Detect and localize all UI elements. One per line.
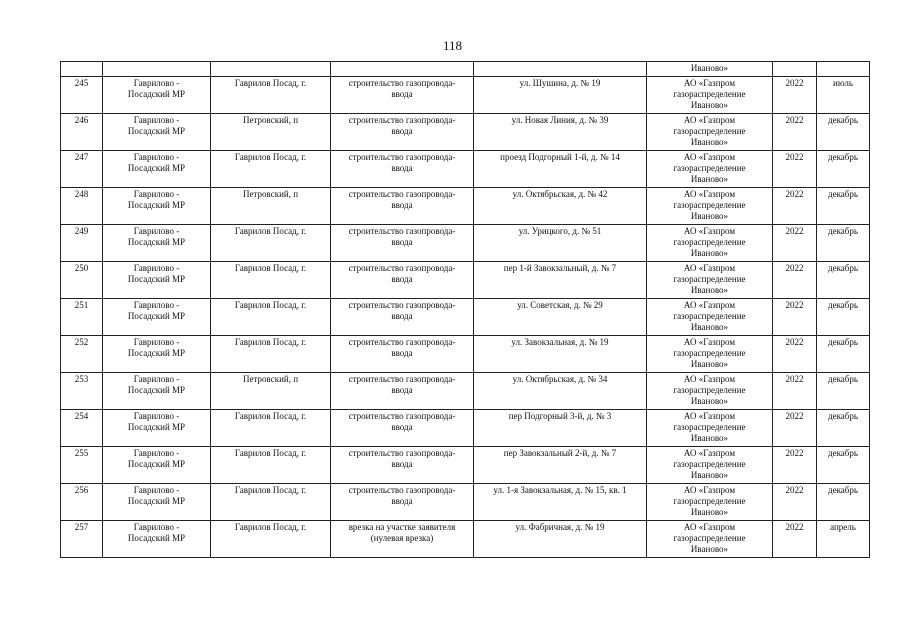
table-row xyxy=(61,299,870,336)
row-number: 250 xyxy=(74,263,89,273)
organization-line-3: Иваново» xyxy=(690,100,729,110)
cell-locality xyxy=(211,225,331,262)
work-type-line-2: ввода xyxy=(391,274,413,284)
work-type-line-2: ввода xyxy=(391,459,413,469)
row-number: 248 xyxy=(74,189,89,199)
organization-line-3: Иваново» xyxy=(690,174,729,184)
row-number: 254 xyxy=(74,411,89,421)
table-row xyxy=(61,114,870,151)
address: проезд Подгорный 1-й, д. № 14 xyxy=(500,152,620,162)
work-type-line-1: строительство газопровода- xyxy=(348,374,456,384)
cell-organization xyxy=(647,114,773,151)
cell-month xyxy=(817,77,870,114)
cell-district xyxy=(103,62,211,77)
cell-year xyxy=(773,188,817,225)
year: 2022 xyxy=(785,337,804,347)
cell-organization xyxy=(647,188,773,225)
organization-line-3: Иваново» xyxy=(690,396,729,406)
cell-locality xyxy=(211,373,331,410)
cell-number xyxy=(61,447,103,484)
locality: Гаврилов Посад, г. xyxy=(234,263,307,273)
organization-line-3: Иваново» xyxy=(690,322,729,332)
cell-year xyxy=(773,373,817,410)
cell-month xyxy=(817,225,870,262)
address: ул. Октябрьская, д. № 34 xyxy=(512,374,608,384)
cell-year xyxy=(773,336,817,373)
cell-locality xyxy=(211,521,331,558)
row-number: 251 xyxy=(74,300,89,310)
work-type-line-1: строительство газопровода- xyxy=(348,226,456,236)
work-type-line-2: ввода xyxy=(391,496,413,506)
year: 2022 xyxy=(785,448,804,458)
cell-work-type xyxy=(331,336,474,373)
row-number: 255 xyxy=(74,448,89,458)
locality: Гаврилов Посад, г. xyxy=(234,78,307,88)
cell-locality xyxy=(211,336,331,373)
row-number: 253 xyxy=(74,374,89,384)
year: 2022 xyxy=(785,411,804,421)
organization-line-1: АО «Газпром xyxy=(683,152,736,162)
cell-address xyxy=(474,336,647,373)
year: 2022 xyxy=(785,374,804,384)
table-row xyxy=(61,373,870,410)
cell-organization xyxy=(647,299,773,336)
work-type-line-1: строительство газопровода- xyxy=(348,263,456,273)
table-row xyxy=(61,188,870,225)
locality: Гаврилов Посад, г. xyxy=(234,226,307,236)
cell-address xyxy=(474,484,647,521)
cell-address xyxy=(474,410,647,447)
table-row xyxy=(61,151,870,188)
month: декабрь xyxy=(828,115,858,125)
cell-number xyxy=(61,225,103,262)
cell-number xyxy=(61,77,103,114)
cell-month xyxy=(817,373,870,410)
district-line-1: Гаврилово - xyxy=(133,337,180,347)
district-line-1: Гаврилово - xyxy=(133,115,180,125)
organization-line-3: Иваново» xyxy=(690,433,729,443)
cell-locality xyxy=(211,447,331,484)
address: ул. Шушина, д. № 19 xyxy=(519,78,601,88)
cell-district xyxy=(103,299,211,336)
district-line-1: Гаврилово - xyxy=(133,411,180,421)
cell-organization xyxy=(647,262,773,299)
district-line-2: Посадский МР xyxy=(127,496,186,506)
district-line-1: Гаврилово - xyxy=(133,448,180,458)
cell-number xyxy=(61,62,103,77)
cell-locality xyxy=(211,151,331,188)
work-type-line-2: ввода xyxy=(391,200,413,210)
cell-work-type xyxy=(331,151,474,188)
row-number: 256 xyxy=(74,485,89,495)
month: декабрь xyxy=(828,337,858,347)
organization-line-2: газораспределение xyxy=(673,126,746,136)
year: 2022 xyxy=(785,152,804,162)
cell-work-type xyxy=(331,188,474,225)
cell-month xyxy=(817,62,870,77)
cell-locality xyxy=(211,410,331,447)
cell-number xyxy=(61,299,103,336)
cell-organization xyxy=(647,225,773,262)
cell-district xyxy=(103,188,211,225)
cell-address xyxy=(474,225,647,262)
address: ул. Новая Линия, д. № 39 xyxy=(511,115,609,125)
locality: Гаврилов Посад, г. xyxy=(234,485,307,495)
district-line-2: Посадский МР xyxy=(127,237,186,247)
cell-work-type xyxy=(331,114,474,151)
district-line-2: Посадский МР xyxy=(127,533,186,543)
row-number: 252 xyxy=(74,337,89,347)
cell-number xyxy=(61,114,103,151)
work-type-line-2: ввода xyxy=(391,237,413,247)
page-number: 118 xyxy=(442,38,463,53)
district-line-1: Гаврилово - xyxy=(133,226,180,236)
work-type-line-1: строительство газопровода- xyxy=(348,337,456,347)
address: пер Завокзальный 2-й, д. № 7 xyxy=(503,448,617,458)
organization-line-1: АО «Газпром xyxy=(683,263,736,273)
cell-address xyxy=(474,151,647,188)
table-row xyxy=(61,410,870,447)
year: 2022 xyxy=(785,78,804,88)
cell-month xyxy=(817,447,870,484)
organization-line-2: газораспределение xyxy=(673,385,746,395)
cell-work-type xyxy=(331,299,474,336)
cell-work-type xyxy=(331,373,474,410)
month: декабрь xyxy=(828,226,858,236)
organization-line-3: Иваново» xyxy=(690,507,729,517)
organization-line-3: Иваново» xyxy=(690,137,729,147)
cell-year xyxy=(773,410,817,447)
organization-line-2: газораспределение xyxy=(673,200,746,210)
work-type-line-2: ввода xyxy=(391,89,413,99)
district-line-1: Гаврилово - xyxy=(133,300,180,310)
cell-year xyxy=(773,484,817,521)
organization-line-3: Иваново» xyxy=(690,470,729,480)
table-row xyxy=(61,447,870,484)
organization-line-3: Иваново» xyxy=(690,211,729,221)
cell-address xyxy=(474,77,647,114)
cell-locality xyxy=(211,114,331,151)
month: декабрь xyxy=(828,411,858,421)
organization-line-1: АО «Газпром xyxy=(683,115,736,125)
cell-month xyxy=(817,151,870,188)
cell-year xyxy=(773,114,817,151)
organization-line-1: АО «Газпром xyxy=(683,226,736,236)
month: декабрь xyxy=(828,189,858,199)
row-number: 245 xyxy=(74,78,89,88)
cell-district xyxy=(103,410,211,447)
month: июль xyxy=(833,78,853,88)
district-line-1: Гаврилово - xyxy=(133,189,180,199)
cell-district xyxy=(103,336,211,373)
cell-year xyxy=(773,225,817,262)
cell-district xyxy=(103,225,211,262)
district-line-2: Посадский МР xyxy=(127,311,186,321)
organization-line-1: АО «Газпром xyxy=(683,448,736,458)
cell-organization: Иваново» xyxy=(647,62,773,77)
cell-month xyxy=(817,410,870,447)
cell-work-type xyxy=(331,77,474,114)
district-line-2: Посадский МР xyxy=(127,200,186,210)
cell-number xyxy=(61,188,103,225)
district-line-2: Посадский МР xyxy=(127,385,186,395)
cell-number xyxy=(61,410,103,447)
organization-line-1: АО «Газпром xyxy=(683,78,736,88)
cell-locality xyxy=(211,77,331,114)
organization-line-2: газораспределение xyxy=(673,422,746,432)
cell-district xyxy=(103,447,211,484)
cell-organization xyxy=(647,373,773,410)
locality: Гаврилов Посад, г. xyxy=(234,152,307,162)
locality: Гаврилов Посад, г. xyxy=(234,411,307,421)
organization-line-2: газораспределение xyxy=(673,496,746,506)
district-line-2: Посадский МР xyxy=(127,459,186,469)
address: ул. Октябрьская, д. № 42 xyxy=(512,189,608,199)
organization-line-2: газораспределение xyxy=(673,163,746,173)
cell-work-type xyxy=(331,484,474,521)
district-line-2: Посадский МР xyxy=(127,348,186,358)
district-line-1: Гаврилово - xyxy=(133,374,180,384)
locality: Петровский, п xyxy=(242,115,299,125)
row-number: 249 xyxy=(74,226,89,236)
cell-organization xyxy=(647,521,773,558)
cell-number xyxy=(61,484,103,521)
cell-year xyxy=(773,77,817,114)
cell-month xyxy=(817,521,870,558)
organization-line-2: газораспределение xyxy=(673,274,746,284)
organization-line-1: АО «Газпром xyxy=(683,522,736,532)
cell-number xyxy=(61,373,103,410)
cell-organization xyxy=(647,484,773,521)
year: 2022 xyxy=(785,189,804,199)
address: ул. Урицкого, д. № 51 xyxy=(518,226,602,236)
cell-address xyxy=(474,373,647,410)
organization-line-1: АО «Газпром xyxy=(683,374,736,384)
cell-locality xyxy=(211,188,331,225)
cell-district xyxy=(103,373,211,410)
work-type-line-1: строительство газопровода- xyxy=(348,189,456,199)
locality: Петровский, п xyxy=(242,189,299,199)
cell-address xyxy=(474,188,647,225)
organization-line-1: АО «Газпром xyxy=(683,485,736,495)
cell-district xyxy=(103,114,211,151)
district-line-2: Посадский МР xyxy=(127,89,186,99)
work-type-line-1: строительство газопровода- xyxy=(348,78,456,88)
work-type-line-2: ввода xyxy=(391,126,413,136)
cell-locality xyxy=(211,262,331,299)
cell-address xyxy=(474,447,647,484)
work-type-line-1: строительство газопровода- xyxy=(348,448,456,458)
organization-line-1: АО «Газпром xyxy=(683,411,736,421)
district-line-2: Посадский МР xyxy=(127,422,186,432)
address: ул. Завокзальная, д. № 19 xyxy=(511,337,609,347)
cell-organization xyxy=(647,151,773,188)
cell-year xyxy=(773,299,817,336)
cell-month xyxy=(817,114,870,151)
continuation-row xyxy=(61,62,870,77)
row-number: 257 xyxy=(74,522,89,532)
table-row xyxy=(61,336,870,373)
cell-year xyxy=(773,62,817,77)
work-type-line-1: строительство газопровода- xyxy=(348,115,456,125)
cell-year xyxy=(773,262,817,299)
district-line-2: Посадский МР xyxy=(127,163,186,173)
cell-month xyxy=(817,299,870,336)
table-row xyxy=(61,225,870,262)
cell-month xyxy=(817,484,870,521)
cell-address xyxy=(474,299,647,336)
cell-number xyxy=(61,262,103,299)
month: декабрь xyxy=(828,152,858,162)
cell-address xyxy=(474,114,647,151)
month: декабрь xyxy=(828,485,858,495)
locality: Гаврилов Посад, г. xyxy=(234,337,307,347)
month: апрель xyxy=(830,522,856,532)
work-type-line-2: ввода xyxy=(391,385,413,395)
cell-district xyxy=(103,521,211,558)
locality: Гаврилов Посад, г. xyxy=(234,448,307,458)
work-type-line-1: строительство газопровода- xyxy=(348,300,456,310)
cell-district xyxy=(103,151,211,188)
work-type-line-2: ввода xyxy=(391,348,413,358)
work-type-line-2: (нулевая врезка) xyxy=(370,533,434,543)
district-line-2: Посадский МР xyxy=(127,274,186,284)
table-row xyxy=(61,521,870,558)
organization-line-1: АО «Газпром xyxy=(683,300,736,310)
address: ул. Фабричная, д. № 19 xyxy=(515,522,605,532)
table-row xyxy=(61,262,870,299)
organization-line-2: газораспределение xyxy=(673,459,746,469)
district-line-1: Гаврилово - xyxy=(133,485,180,495)
address: ул. 1-я Завокзальная, д. № 15, кв. 1 xyxy=(493,485,627,495)
organization-line-3: Иваново» xyxy=(690,544,729,554)
cell-year xyxy=(773,521,817,558)
cell-locality xyxy=(211,62,331,77)
cell-year xyxy=(773,447,817,484)
gas-connection-table xyxy=(60,61,870,558)
locality: Петровский, п xyxy=(242,374,299,384)
table-row xyxy=(61,77,870,114)
cell-address xyxy=(474,262,647,299)
year: 2022 xyxy=(785,263,804,273)
cell-month xyxy=(817,188,870,225)
organization-line-3: Иваново» xyxy=(690,359,729,369)
organization-line-2: газораспределение xyxy=(673,89,746,99)
work-type-line-1: строительство газопровода- xyxy=(348,485,456,495)
organization-line-2: газораспределение xyxy=(673,348,746,358)
organization-line-2: газораспределение xyxy=(673,311,746,321)
work-type-line-1: врезка на участке заявителя xyxy=(348,522,456,532)
district-line-1: Гаврилово - xyxy=(133,263,180,273)
month: декабрь xyxy=(828,374,858,384)
work-type-line-2: ввода xyxy=(391,163,413,173)
cell-number xyxy=(61,336,103,373)
year: 2022 xyxy=(785,300,804,310)
address: пер 1-й Завокзальный, д. № 7 xyxy=(503,263,617,273)
cell-number xyxy=(61,521,103,558)
row-number: 247 xyxy=(74,152,89,162)
cell-work-type xyxy=(331,225,474,262)
cell-year xyxy=(773,151,817,188)
year: 2022 xyxy=(785,226,804,236)
address: пер Подгорный 3-й, д. № 3 xyxy=(508,411,612,421)
cell-organization xyxy=(647,336,773,373)
cell-address xyxy=(474,62,647,77)
cell-month xyxy=(817,336,870,373)
organization-line-3: Иваново» xyxy=(690,285,729,295)
work-type-line-2: ввода xyxy=(391,422,413,432)
locality: Гаврилов Посад, г. xyxy=(234,300,307,310)
cell-organization xyxy=(647,447,773,484)
row-number: 246 xyxy=(74,115,89,125)
district-line-1: Гаврилово - xyxy=(133,522,180,532)
organization-line-2: газораспределение xyxy=(673,237,746,247)
cell-work-type xyxy=(331,410,474,447)
cell-number xyxy=(61,151,103,188)
cell-work-type xyxy=(331,447,474,484)
district-line-1: Гаврилово - xyxy=(133,152,180,162)
organization-line-1: АО «Газпром xyxy=(683,189,736,199)
month: декабрь xyxy=(828,300,858,310)
work-type-line-1: строительство газопровода- xyxy=(348,152,456,162)
table-row xyxy=(61,484,870,521)
cell-work-type xyxy=(331,262,474,299)
cell-organization xyxy=(647,410,773,447)
cell-district xyxy=(103,77,211,114)
organization-line-1: АО «Газпром xyxy=(683,337,736,347)
district-line-1: Гаврилово - xyxy=(133,78,180,88)
month: декабрь xyxy=(828,448,858,458)
cell-district xyxy=(103,262,211,299)
organization-line-2: газораспределение xyxy=(673,533,746,543)
cell-address xyxy=(474,521,647,558)
work-type-line-1: строительство газопровода- xyxy=(348,411,456,421)
cell-work-type xyxy=(331,521,474,558)
district-line-2: Посадский МР xyxy=(127,126,186,136)
address: ул. Советская, д. № 29 xyxy=(517,300,603,310)
month: декабрь xyxy=(828,263,858,273)
year: 2022 xyxy=(785,485,804,495)
year: 2022 xyxy=(785,522,804,532)
cell-organization xyxy=(647,77,773,114)
cell-month xyxy=(817,262,870,299)
table-body xyxy=(61,62,870,558)
cell-locality xyxy=(211,299,331,336)
organization-line-3: Иваново» xyxy=(690,248,729,258)
cell-district xyxy=(103,484,211,521)
locality: Гаврилов Посад, г. xyxy=(234,522,307,532)
cell-work-type xyxy=(331,62,474,77)
year: 2022 xyxy=(785,115,804,125)
cell-locality xyxy=(211,484,331,521)
work-type-line-2: ввода xyxy=(391,311,413,321)
